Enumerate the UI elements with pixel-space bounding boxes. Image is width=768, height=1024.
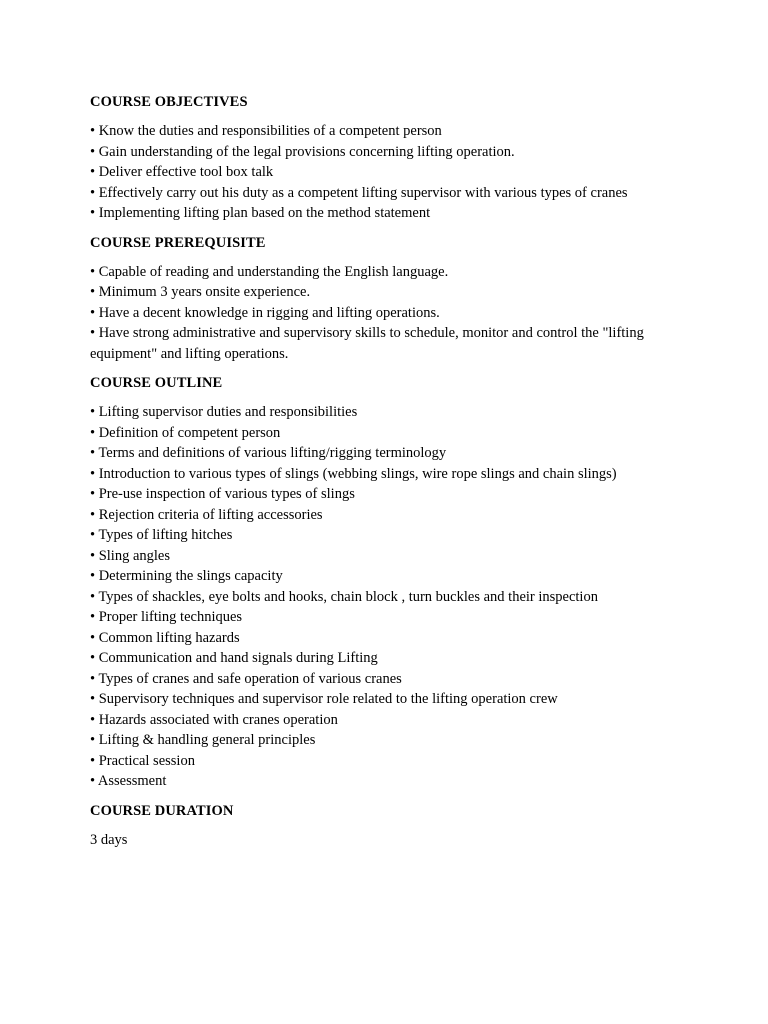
section-prerequisite: [90, 233, 690, 365]
list-item: • Effectively carry out his duty as a competent lifting supervisor with various types of cranes: [90, 184, 628, 201]
list-item: • Have strong administrative and supervisory skills to schedule, monitor and control the "lifting equipment" and lifting operations.: [90, 325, 644, 362]
list-item: • Implementing lifting plan based on the method statement: [90, 205, 431, 221]
section-title-duration: COURSE DURATION: [90, 802, 234, 819]
list-item: • Capable of reading and understanding the English language.: [90, 263, 449, 280]
section-outline: [90, 373, 690, 792]
list-item: • Have a decent knowledge in rigging and lifting operations.: [90, 304, 440, 321]
list-item: • Minimum 3 years onsite experience.: [90, 284, 311, 300]
list-item: • Know the duties and responsibilities of a competent person: [90, 123, 442, 139]
list-item: • Proper lifting techniques: [90, 609, 243, 625]
list-item: • Assessment: [90, 773, 167, 789]
section-duration: [90, 801, 690, 850]
list-item: • Definition of competent person: [90, 424, 281, 441]
list-item: • Hazards associated with cranes operation: [90, 711, 338, 728]
prerequisite-list: [90, 262, 690, 365]
list-item: • Communication and hand signals during Lifting: [90, 650, 378, 666]
list-item: • Supervisory techniques and supervisor role related to the lifting operation crew: [90, 691, 558, 707]
section-title-objectives: COURSE OBJECTIVES: [90, 94, 248, 110]
list-item: • Determining the slings capacity: [90, 568, 283, 584]
objectives-list: [90, 121, 690, 224]
document-page: [90, 92, 690, 850]
list-item: • Gain understanding of the legal provisions concerning lifting operation.: [90, 143, 515, 160]
section-title-prerequisite: COURSE PREREQUISITE: [90, 234, 266, 251]
duration-value: 3 days: [90, 831, 128, 848]
list-item: • Terms and definitions of various lifting/rigging terminology: [90, 445, 447, 461]
list-item: • Lifting supervisor duties and responsibilities: [90, 404, 358, 420]
list-item: • Lifting & handling general principles: [90, 732, 316, 748]
section-title-outline: COURSE OUTLINE: [90, 375, 223, 391]
section-objectives: [90, 92, 690, 224]
list-item: • Types of shackles, eye bolts and hooks, chain block , turn buckles and their inspection: [90, 588, 598, 605]
list-item: • Rejection criteria of lifting accessories: [90, 506, 323, 523]
outline-list: [90, 402, 690, 792]
list-item: • Types of cranes and safe operation of various cranes: [90, 670, 402, 687]
list-item: • Practical session: [90, 752, 195, 769]
list-item: • Introduction to various types of slings (webbing slings, wire rope slings and chain slings): [90, 465, 617, 482]
list-item: • Common lifting hazards: [90, 629, 240, 646]
list-item: • Types of lifting hitches: [90, 527, 233, 543]
list-item: • Deliver effective tool box talk: [90, 164, 274, 180]
list-item: • Pre-use inspection of various types of slings: [90, 486, 355, 502]
list-item: • Sling angles: [90, 547, 170, 564]
